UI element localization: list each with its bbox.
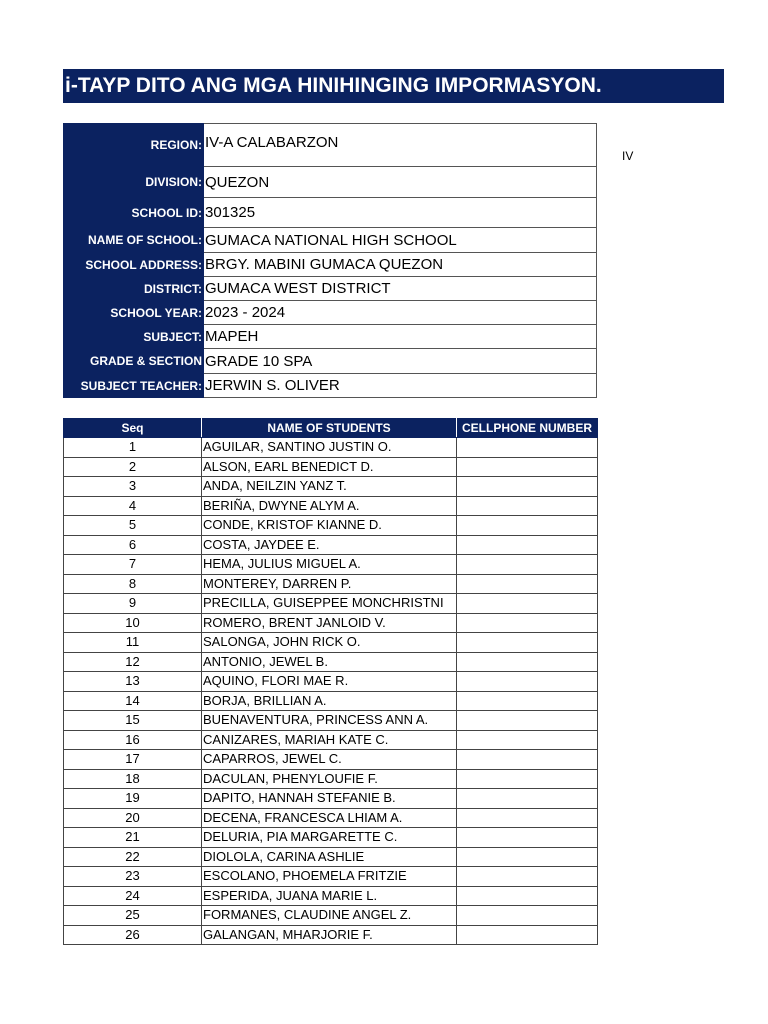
seq-cell: 7 [64,555,202,575]
cellphone-cell[interactable] [457,906,598,926]
table-row [64,594,598,614]
student-name-cell[interactable]: ROMERO, BRENT JANLOID V. [202,613,457,633]
cellphone-cell[interactable] [457,574,598,594]
seq-cell: 16 [64,730,202,750]
student-name-cell[interactable]: ESPERIDA, JUANA MARIE L. [202,886,457,906]
info-label: NAME OF SCHOOL: [64,228,204,253]
info-row [64,198,597,228]
seq-cell: 15 [64,711,202,731]
cellphone-cell[interactable] [457,652,598,672]
seq-cell: 5 [64,516,202,536]
info-label: SUBJECT: [64,325,204,349]
seq-cell: 2 [64,457,202,477]
cellphone-cell[interactable] [457,886,598,906]
cellphone-cell[interactable] [457,535,598,555]
seq-cell: 4 [64,496,202,516]
side-note: IV [622,149,634,163]
info-value-field[interactable]: 301325 [204,198,597,228]
info-label: DISTRICT: [64,277,204,301]
seq-cell: 10 [64,613,202,633]
seq-cell: 23 [64,867,202,887]
student-name-cell[interactable]: HEMA, JULIUS MIGUEL A. [202,555,457,575]
table-row [64,691,598,711]
seq-cell: 18 [64,769,202,789]
info-label: SCHOOL ADDRESS: [64,253,204,277]
student-roster-table [63,418,598,945]
table-row [64,730,598,750]
table-row [64,496,598,516]
student-name-cell[interactable]: AQUINO, FLORI MAE R. [202,672,457,692]
student-name-cell[interactable]: MONTEREY, DARREN P. [202,574,457,594]
cellphone-cell[interactable] [457,438,598,458]
student-name-cell[interactable]: SALONGA, JOHN RICK O. [202,633,457,653]
cellphone-cell[interactable] [457,555,598,575]
info-row [64,301,597,325]
seq-cell: 1 [64,438,202,458]
info-value-field[interactable]: BRGY. MABINI GUMACA QUEZON [204,253,597,277]
table-row [64,867,598,887]
cellphone-cell[interactable] [457,828,598,848]
info-value-field[interactable]: GUMACA WEST DISTRICT [204,277,597,301]
student-name-cell[interactable]: COSTA, JAYDEE E. [202,535,457,555]
student-name-cell[interactable]: ESCOLANO, PHOEMELA FRITZIE [202,867,457,887]
table-row [64,886,598,906]
table-row [64,652,598,672]
cellphone-cell[interactable] [457,750,598,770]
table-row [64,906,598,926]
cellphone-cell[interactable] [457,789,598,809]
student-name-cell[interactable]: BERIÑA, DWYNE ALYM A. [202,496,457,516]
student-name-cell[interactable]: CAPARROS, JEWEL C. [202,750,457,770]
student-name-cell[interactable]: BUENAVENTURA, PRINCESS ANN A. [202,711,457,731]
column-header-phone: CELLPHONE NUMBER [457,419,598,438]
table-row [64,516,598,536]
info-label: REGION: [64,124,204,167]
table-row [64,847,598,867]
info-value-field[interactable]: GUMACA NATIONAL HIGH SCHOOL [204,228,597,253]
seq-cell: 13 [64,672,202,692]
student-name-cell[interactable]: ANDA, NEILZIN YANZ T. [202,477,457,497]
student-name-cell[interactable]: CONDE, KRISTOF KIANNE D. [202,516,457,536]
info-row [64,277,597,301]
cellphone-cell[interactable] [457,730,598,750]
cellphone-cell[interactable] [457,613,598,633]
seq-cell: 6 [64,535,202,555]
column-header-name: NAME OF STUDENTS [202,419,457,438]
cellphone-cell[interactable] [457,847,598,867]
seq-cell: 25 [64,906,202,926]
student-name-cell[interactable]: DAPITO, HANNAH STEFANIE B. [202,789,457,809]
school-info-table [63,123,597,398]
table-row [64,672,598,692]
seq-cell: 3 [64,477,202,497]
column-header-seq: Seq [64,419,202,438]
cellphone-cell[interactable] [457,808,598,828]
seq-cell: 21 [64,828,202,848]
seq-cell: 14 [64,691,202,711]
student-name-cell[interactable]: FORMANES, CLAUDINE ANGEL Z. [202,906,457,926]
info-value-field[interactable]: JERWIN S. OLIVER [204,374,597,398]
cellphone-cell[interactable] [457,496,598,516]
seq-cell: 12 [64,652,202,672]
info-label: DIVISION: [64,167,204,198]
info-label: GRADE & SECTION [64,349,204,374]
student-name-cell[interactable]: BORJA, BRILLIAN A. [202,691,457,711]
student-name-cell[interactable]: DECENA, FRANCESCA LHIAM A. [202,808,457,828]
table-row [64,789,598,809]
cellphone-cell[interactable] [457,633,598,653]
cellphone-cell[interactable] [457,867,598,887]
table-row [64,808,598,828]
seq-cell: 17 [64,750,202,770]
info-value-field[interactable]: 2023 - 2024 [204,301,597,325]
table-row [64,477,598,497]
cellphone-cell[interactable] [457,516,598,536]
roster-header-row [64,419,598,438]
table-row [64,633,598,653]
cellphone-cell[interactable] [457,672,598,692]
info-label: SCHOOL ID: [64,198,204,228]
seq-cell: 20 [64,808,202,828]
student-name-cell[interactable]: DACULAN, PHENYLOUFIE F. [202,769,457,789]
info-value-field[interactable]: IV-A CALABARZON [204,124,597,167]
cellphone-cell[interactable] [457,457,598,477]
seq-cell: 19 [64,789,202,809]
cellphone-cell[interactable] [457,925,598,945]
info-value-field[interactable]: GRADE 10 SPA [204,349,597,374]
student-name-cell[interactable]: PRECILLA, GUISEPPEE MONCHRISTNI [202,594,457,614]
table-row [64,925,598,945]
info-row [64,349,597,374]
seq-cell: 8 [64,574,202,594]
table-row [64,438,598,458]
banner-title: i-TAYP DITO ANG MGA HINIHINGING IMPORMASYON. [63,69,724,103]
info-label: SCHOOL YEAR: [64,301,204,325]
info-row [64,124,597,167]
table-row [64,769,598,789]
info-row [64,253,597,277]
seq-cell: 26 [64,925,202,945]
cellphone-cell[interactable] [457,711,598,731]
table-row [64,828,598,848]
student-name-cell[interactable]: GALANGAN, MHARJORIE F. [202,925,457,945]
seq-cell: 24 [64,886,202,906]
cellphone-cell[interactable] [457,691,598,711]
table-row [64,613,598,633]
student-name-cell[interactable]: DIOLOLA, CARINA ASHLIE [202,847,457,867]
table-row [64,555,598,575]
info-row [64,374,597,398]
student-name-cell[interactable]: DELURIA, PIA MARGARETTE C. [202,828,457,848]
student-name-cell[interactable]: ANTONIO, JEWEL B. [202,652,457,672]
cellphone-cell[interactable] [457,594,598,614]
info-row [64,228,597,253]
table-row [64,535,598,555]
student-name-cell[interactable]: ALSON, EARL BENEDICT D. [202,457,457,477]
table-row [64,711,598,731]
info-value-field[interactable]: MAPEH [204,325,597,349]
info-row [64,325,597,349]
cellphone-cell[interactable] [457,477,598,497]
seq-cell: 22 [64,847,202,867]
cellphone-cell[interactable] [457,769,598,789]
seq-cell: 9 [64,594,202,614]
info-label: SUBJECT TEACHER: [64,374,204,398]
seq-cell: 11 [64,633,202,653]
student-name-cell[interactable]: CANIZARES, MARIAH KATE C. [202,730,457,750]
table-row [64,750,598,770]
info-value-field[interactable]: QUEZON [204,167,597,198]
info-row [64,167,597,198]
table-row [64,457,598,477]
student-name-cell[interactable]: AGUILAR, SANTINO JUSTIN O. [202,438,457,458]
table-row [64,574,598,594]
